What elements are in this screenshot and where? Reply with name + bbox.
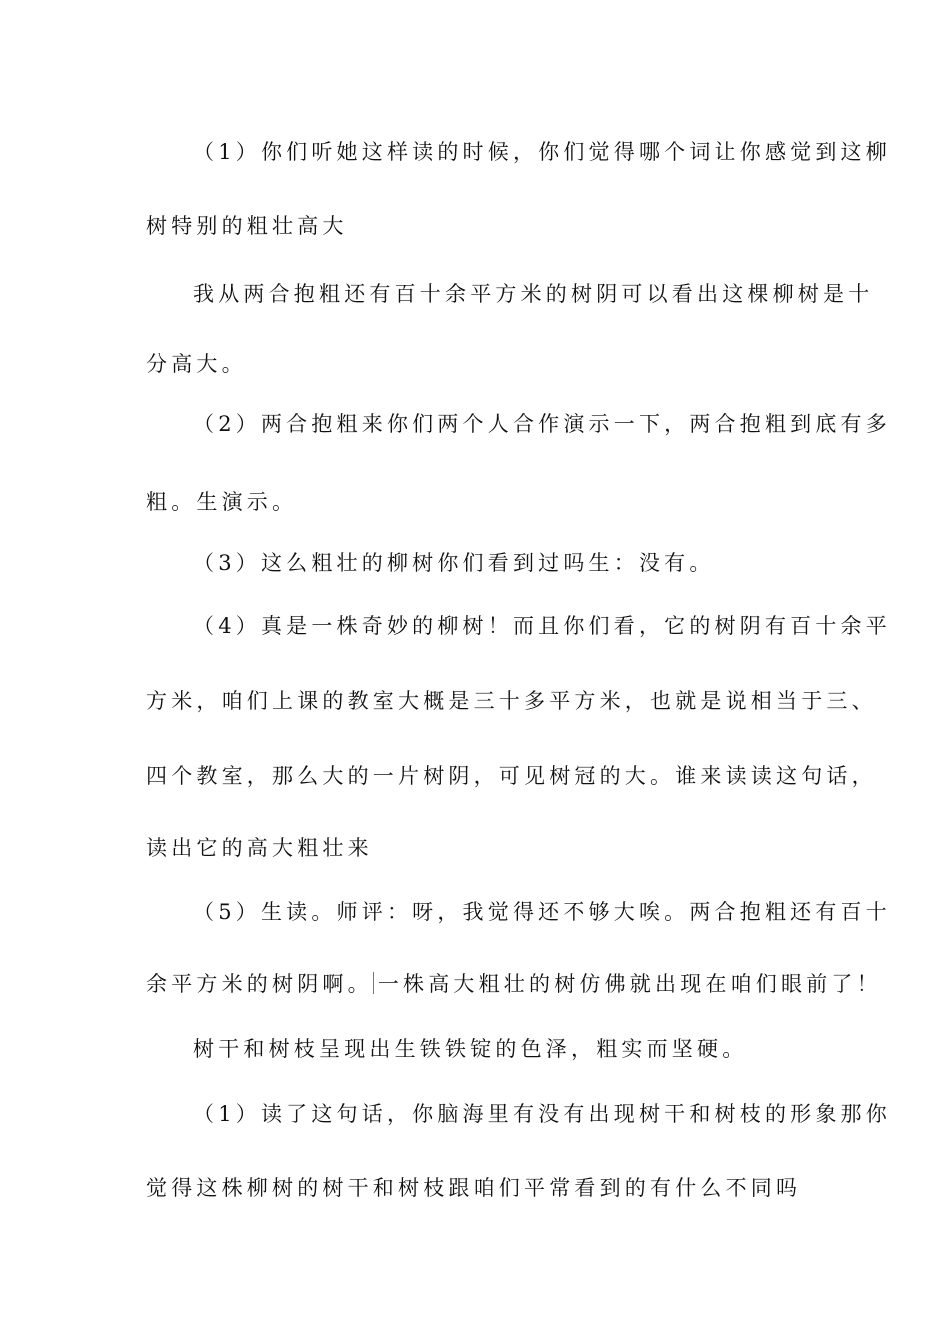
paragraph-line-11: 读出它的高大粗壮来 — [146, 836, 373, 860]
paragraph-line-16: 觉得这株柳树的树干和树枝跟咱们平常看到的有什么不同吗 — [146, 1176, 802, 1200]
paragraph-line-8: （4）真是一株奇妙的柳树！而且你们看，它的树阴有百十余平 — [193, 614, 891, 638]
paragraph-line-5: （2）两合抱粗来你们两个人合作演示一下，两合抱粗到底有多 — [193, 412, 891, 436]
paragraph-line-2: 树特别的粗壮高大 — [146, 214, 348, 238]
paragraph-line-15: （1）读了这句话，你脑海里有没有出现树干和树枝的形象那你 — [193, 1102, 891, 1126]
paragraph-line-6: 粗。生演示。 — [146, 490, 298, 514]
paragraph-line-7: （3）这么粗壮的柳树你们看到过吗生：没有。 — [193, 551, 715, 575]
paragraph-line-13 — [146, 970, 882, 998]
paragraph-line-9: 方米，咱们上课的教室大概是三十多平方米，也就是说相当于三、 — [146, 689, 877, 713]
text-cursor — [373, 972, 374, 994]
paragraph-line-3: 我从两合抱粗还有百十余平方米的树阴可以看出这棵柳树是十 — [193, 282, 874, 306]
paragraph-line-10: 四个教室，那么大的一片树阴，可见树冠的大。谁来读读这句话， — [146, 764, 877, 788]
paragraph-line-1: （1）你们听她这样读的时候，你们觉得哪个词让你感觉到这柳 — [193, 140, 891, 164]
paragraph-line-14: 树干和树枝呈现出生铁铁锭的色泽，粗实而坚硬。 — [193, 1037, 748, 1061]
paragraph-line-4: 分高大。 — [146, 352, 247, 376]
paragraph-line-12: （5）生读。师评：呀，我觉得还不够大唉。两合抱粗还有百十 — [193, 900, 891, 924]
line-13-part-2: 一株高大粗壮的树仿佛就出现在咱们眼前了！ — [377, 972, 882, 996]
line-13-part-1: 余平方米的树阴啊。 — [146, 972, 373, 996]
